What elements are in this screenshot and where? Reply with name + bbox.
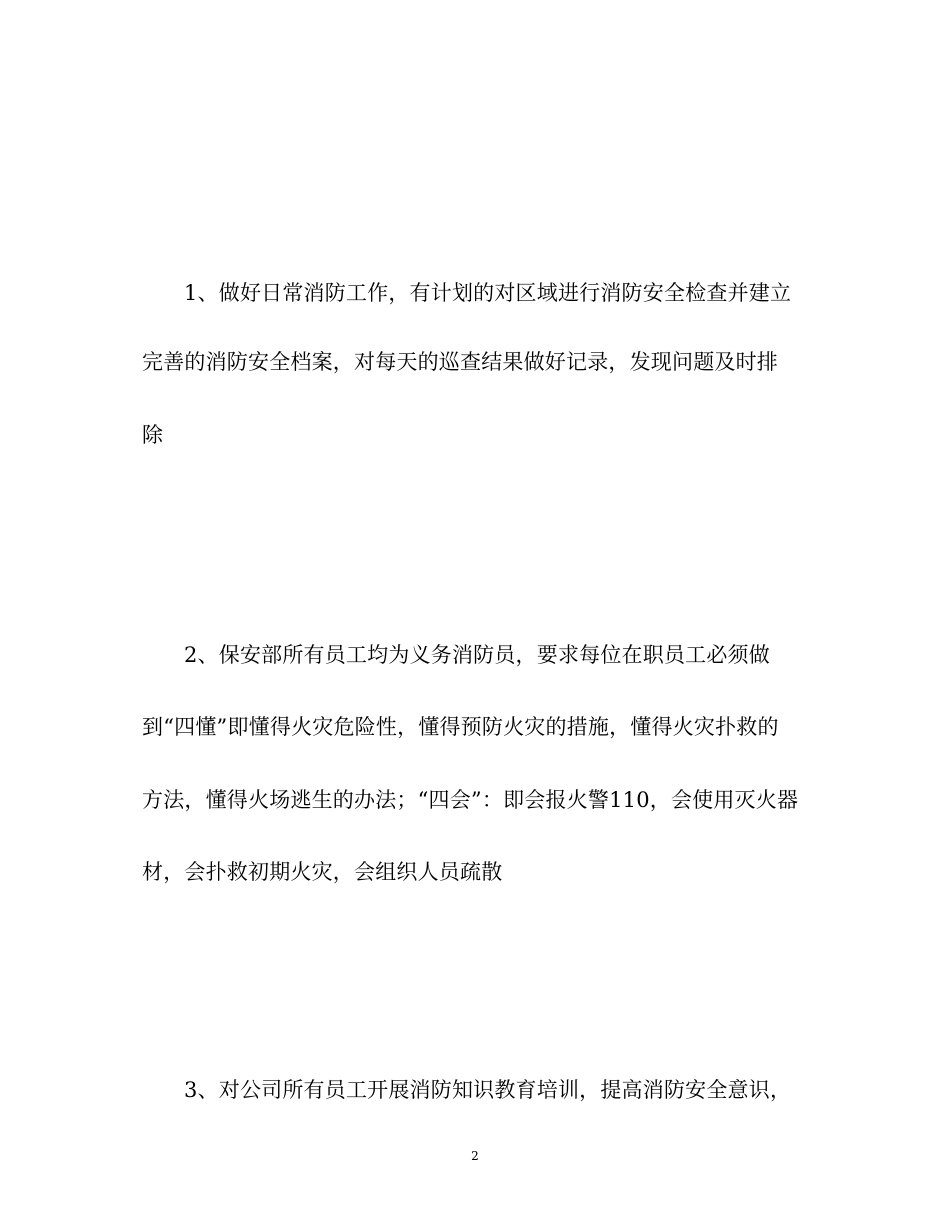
page-number: 2 <box>471 1149 479 1163</box>
paragraph-2-line-4: 材，会扑救初期火灾，会组织人员疏散 <box>142 860 503 884</box>
paragraph-1-line-1: 1、做好日常消防工作，有计划的对区域进行消防安全检查并建立 <box>184 281 792 305</box>
paragraph-2-line-1: 2、保安部所有员工均为义务消防员，要求每位在职员工必须做 <box>184 643 770 667</box>
paragraph-2-line-2: 到“四懂”即懂得火灾危险性，懂得预防火灾的措施，懂得火灾扑救的 <box>142 715 779 739</box>
paragraph-1-line-2: 完善的消防安全档案，对每天的巡查结果做好记录，发现问题及时排 <box>142 350 778 374</box>
paragraph-3-line-1: 3、对公司所有员工开展消防知识教育培训，提高消防安全意识， <box>184 1078 792 1102</box>
paragraph-2-line-3: 方法，懂得火场逃生的办法；“四会”：即会报火警110，会使用灭火器 <box>142 788 799 812</box>
paragraph-1-line-3: 除 <box>142 423 164 447</box>
